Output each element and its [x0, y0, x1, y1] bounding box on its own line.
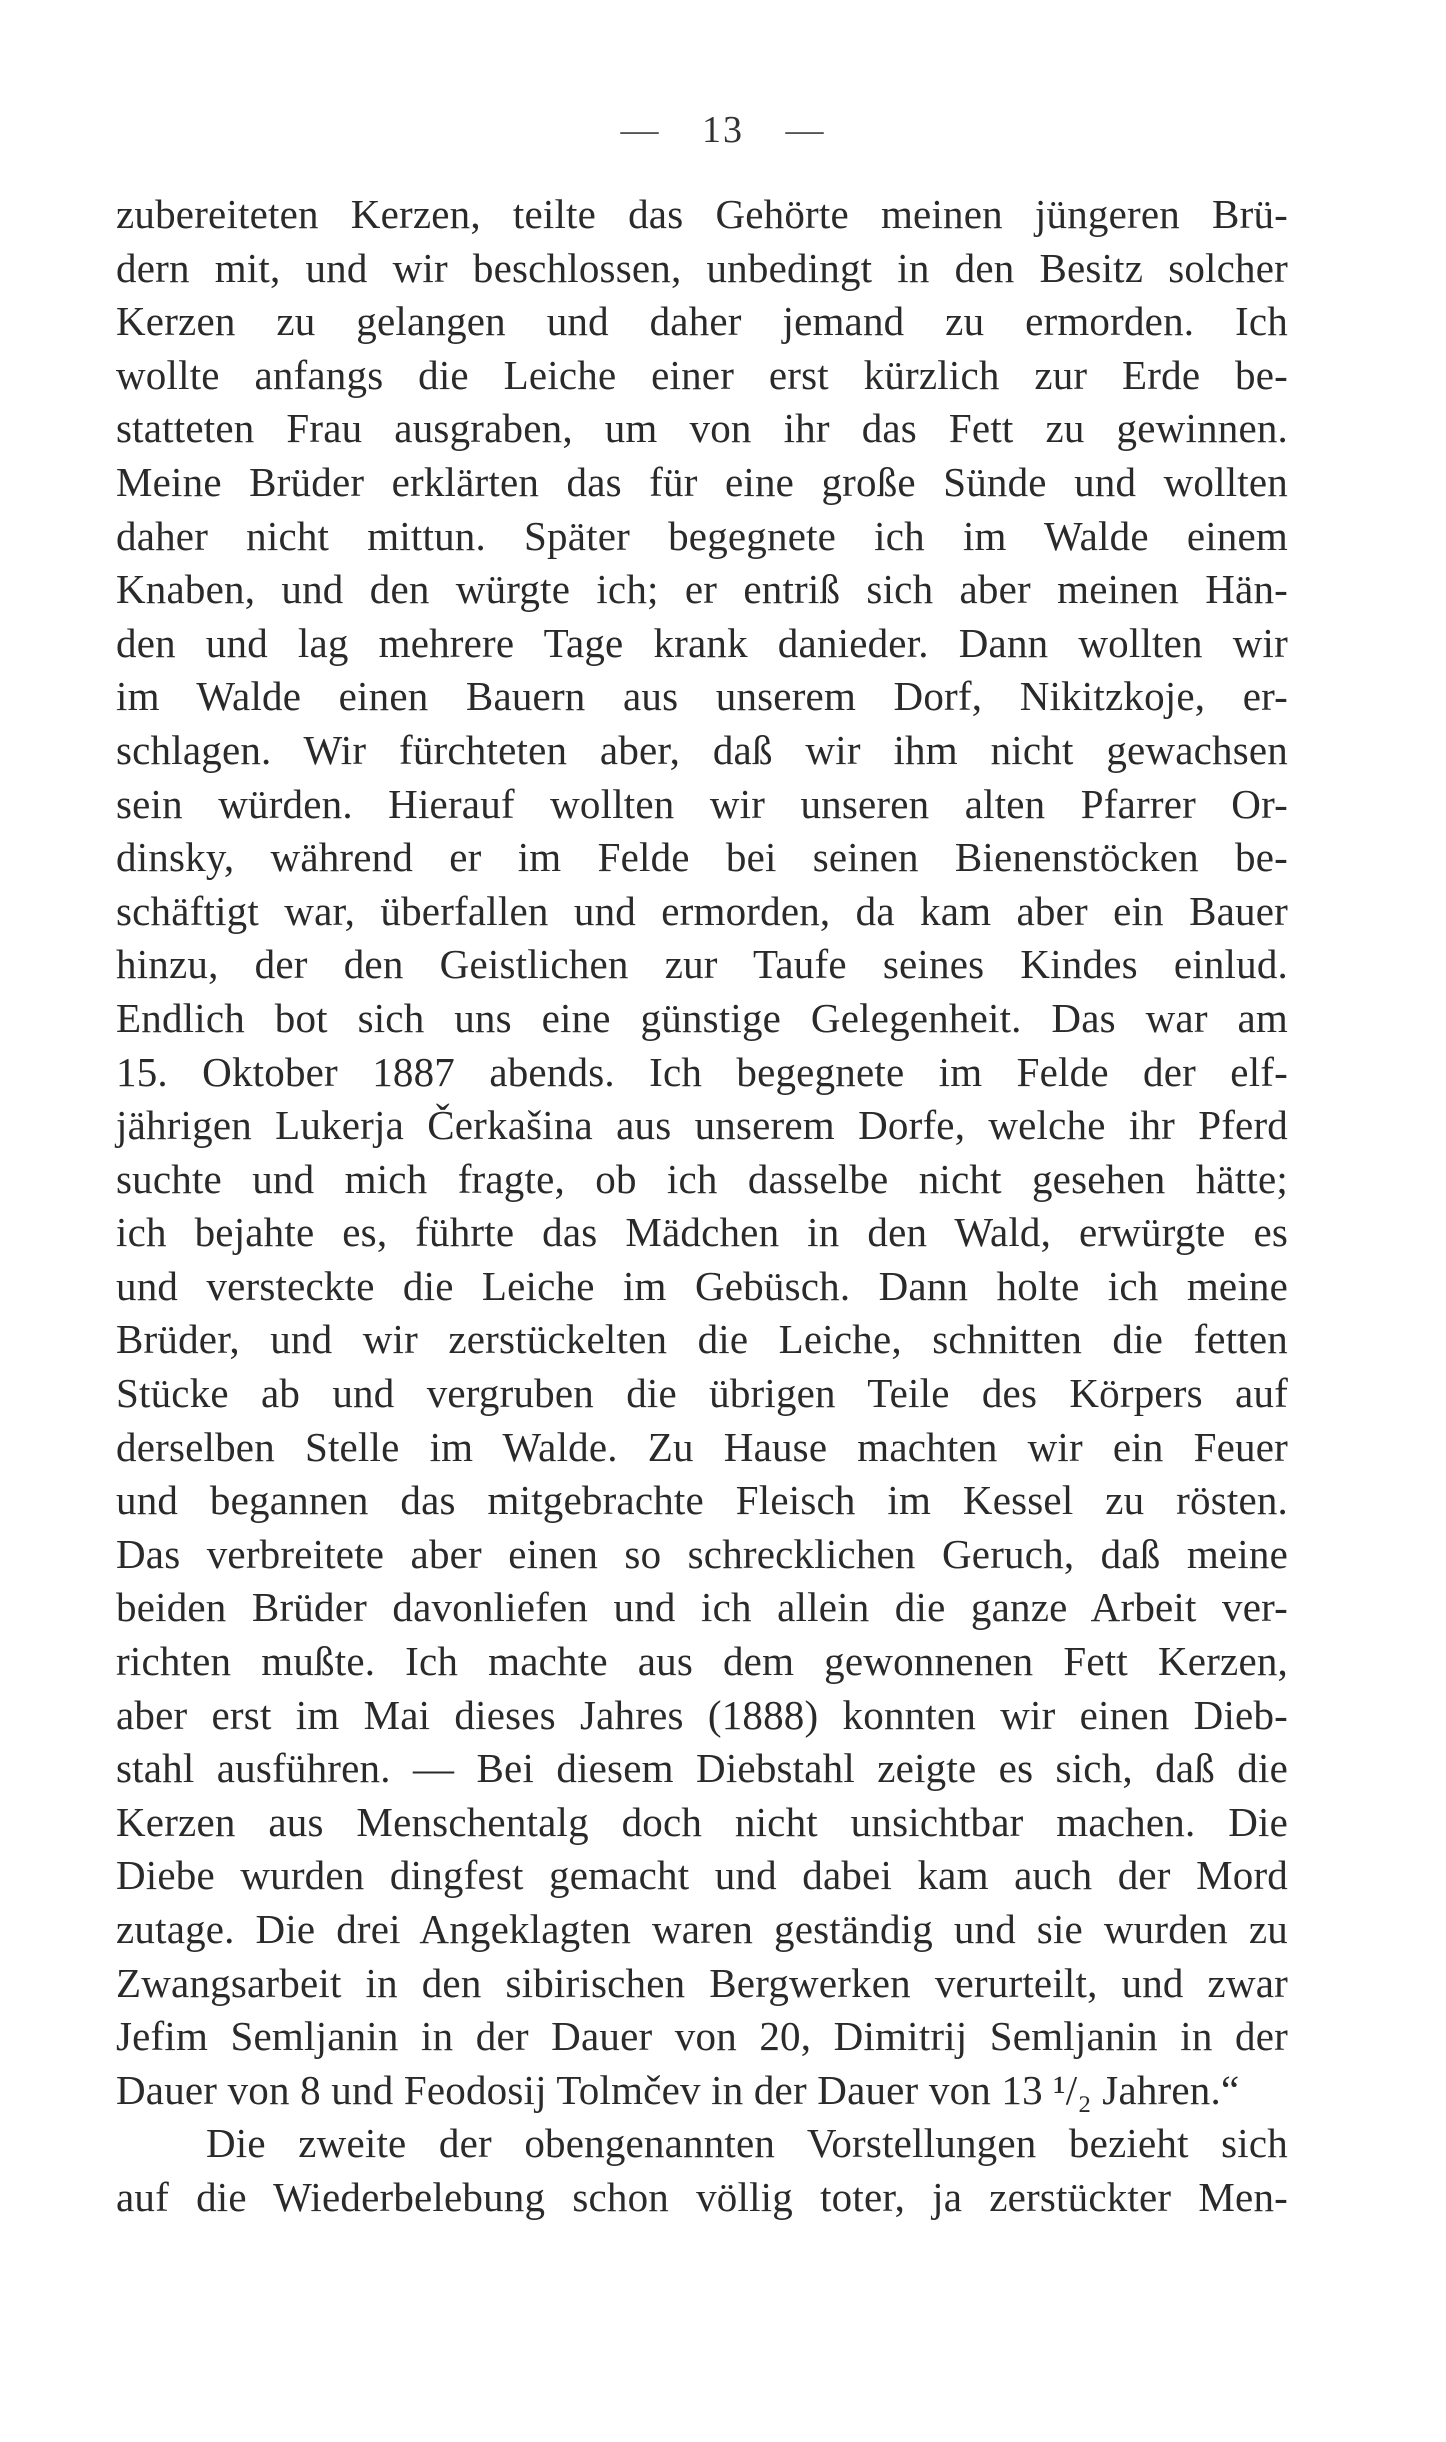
text-line: Jefim Semljanin in der Dauer von 20, Dimitrij Semljanin in der [116, 2013, 1288, 2060]
page-number-dash-right: — [785, 109, 826, 151]
text-line: und begannen das mitgebrachte Fleisch im Kessel zu rösten. [116, 1477, 1288, 1524]
text-line: derselben Stelle im Walde. Zu Hause machten wir ein Feuer [116, 1423, 1288, 1470]
text-line: zubereiteten Kerzen, teilte das Gehörte meinen jüngeren Brü- [116, 191, 1288, 237]
text-line: jährigen Lukerja Čerkašina aus unserem Dorfe, welche ihr Pferd [116, 1102, 1288, 1149]
text-line: Endlich bot sich uns eine günstige Gelegenheit. Das war am [116, 994, 1288, 1041]
text-line: aber erst im Mai dieses Jahres (1888) konnten wir einen Dieb- [116, 1691, 1288, 1738]
text-line: 15. Oktober 1887 abends. Ich begegnete im Felde der elf- [116, 1048, 1288, 1095]
text-line: Das verbreitete aber einen so schrecklichen Geruch, daß meine [116, 1530, 1288, 1577]
text-line: Brüder, und wir zerstückelten die Leiche, schnitten die fetten [116, 1316, 1288, 1363]
page-number: 13 [702, 109, 744, 151]
page-number-header [0, 108, 1446, 152]
text-line: Diebe wurden dingfest gemacht und dabei kam auch der Mord [116, 1852, 1288, 1899]
text-line: suchte und mich fragte, ob ich dasselbe nicht gesehen hätte; [116, 1155, 1288, 1202]
text-line: schlagen. Wir fürchteten aber, daß wir ihm nicht gewachsen [116, 726, 1288, 773]
text-line: ich bejahte es, führte das Mädchen in den Wald, erwürgte es [116, 1209, 1288, 1256]
page-number-dash-left: — [620, 109, 661, 151]
text-line: Knaben, und den würgte ich; er entriß sich aber meinen Hän- [116, 566, 1288, 613]
text-line: Meine Brüder erklärten das für eine große Sünde und wollten [116, 458, 1288, 505]
text-line: sein würden. Hierauf wollten wir unseren alten Pfarrer Or- [116, 780, 1288, 827]
text-line: richten mußte. Ich machte aus dem gewonnenen Fett Kerzen, [116, 1638, 1288, 1685]
text-line: wollte anfangs die Leiche einer erst kürzlich zur Erde be- [116, 351, 1288, 398]
text-line: den und lag mehrere Tage krank danieder. Dann wollten wir [116, 619, 1288, 666]
text-line: Kerzen zu gelangen und daher jemand zu ermorden. Ich [116, 298, 1288, 345]
text-line: Kerzen aus Menschentalg doch nicht unsichtbar machen. Die [116, 1798, 1288, 1845]
text-line: zutage. Die drei Angeklagten waren geständig und sie wurden zu [116, 1906, 1288, 1952]
text-line: hinzu, der den Geistlichen zur Taufe seines Kindes einlud. [116, 941, 1288, 988]
text-line: Zwangsarbeit in den sibirischen Bergwerken verurteilt, und zwar [116, 1959, 1288, 2006]
body-text [116, 188, 1288, 2225]
text-line: statteten Frau ausgraben, um von ihr das Fett zu gewinnen. [116, 405, 1288, 452]
text-line: stahl ausführen. — Bei diesem Diebstahl zeigte es sich, daß die [116, 1745, 1288, 1792]
text-line: Stücke ab und vergruben die übrigen Teile des Körpers auf [116, 1370, 1288, 1417]
text-line: auf die Wiederbelebung schon völlig toter, ja zerstückter Men- [116, 2173, 1288, 2220]
text-line: und versteckte die Leiche im Gebüsch. Dann holte ich meine [116, 1262, 1288, 1309]
text-line: beiden Brüder davonliefen und ich allein die ganze Arbeit ver- [116, 1584, 1288, 1631]
text-line: schäftigt war, überfallen und ermorden, da kam aber ein Bauer [116, 887, 1288, 934]
text-line: dern mit, und wir beschlossen, unbedingt in den Besitz solcher [116, 244, 1288, 291]
paragraph-start-line: Die zweite der obengenannten Vorstellungen bezieht sich [206, 2120, 1288, 2167]
text-line: im Walde einen Bauern aus unserem Dorf, Nikitzkoje, er- [116, 673, 1288, 720]
paragraph-end-line: Dauer von 8 und Feodosij Tolmčev in der Dauer von 13 ¹/₂ Jahren.“ [116, 2066, 1240, 2113]
text-line: dinsky, während er im Felde bei seinen Bienenstöcken be- [116, 834, 1288, 881]
text-line: daher nicht mittun. Später begegnete ich im Walde einem [116, 512, 1288, 559]
